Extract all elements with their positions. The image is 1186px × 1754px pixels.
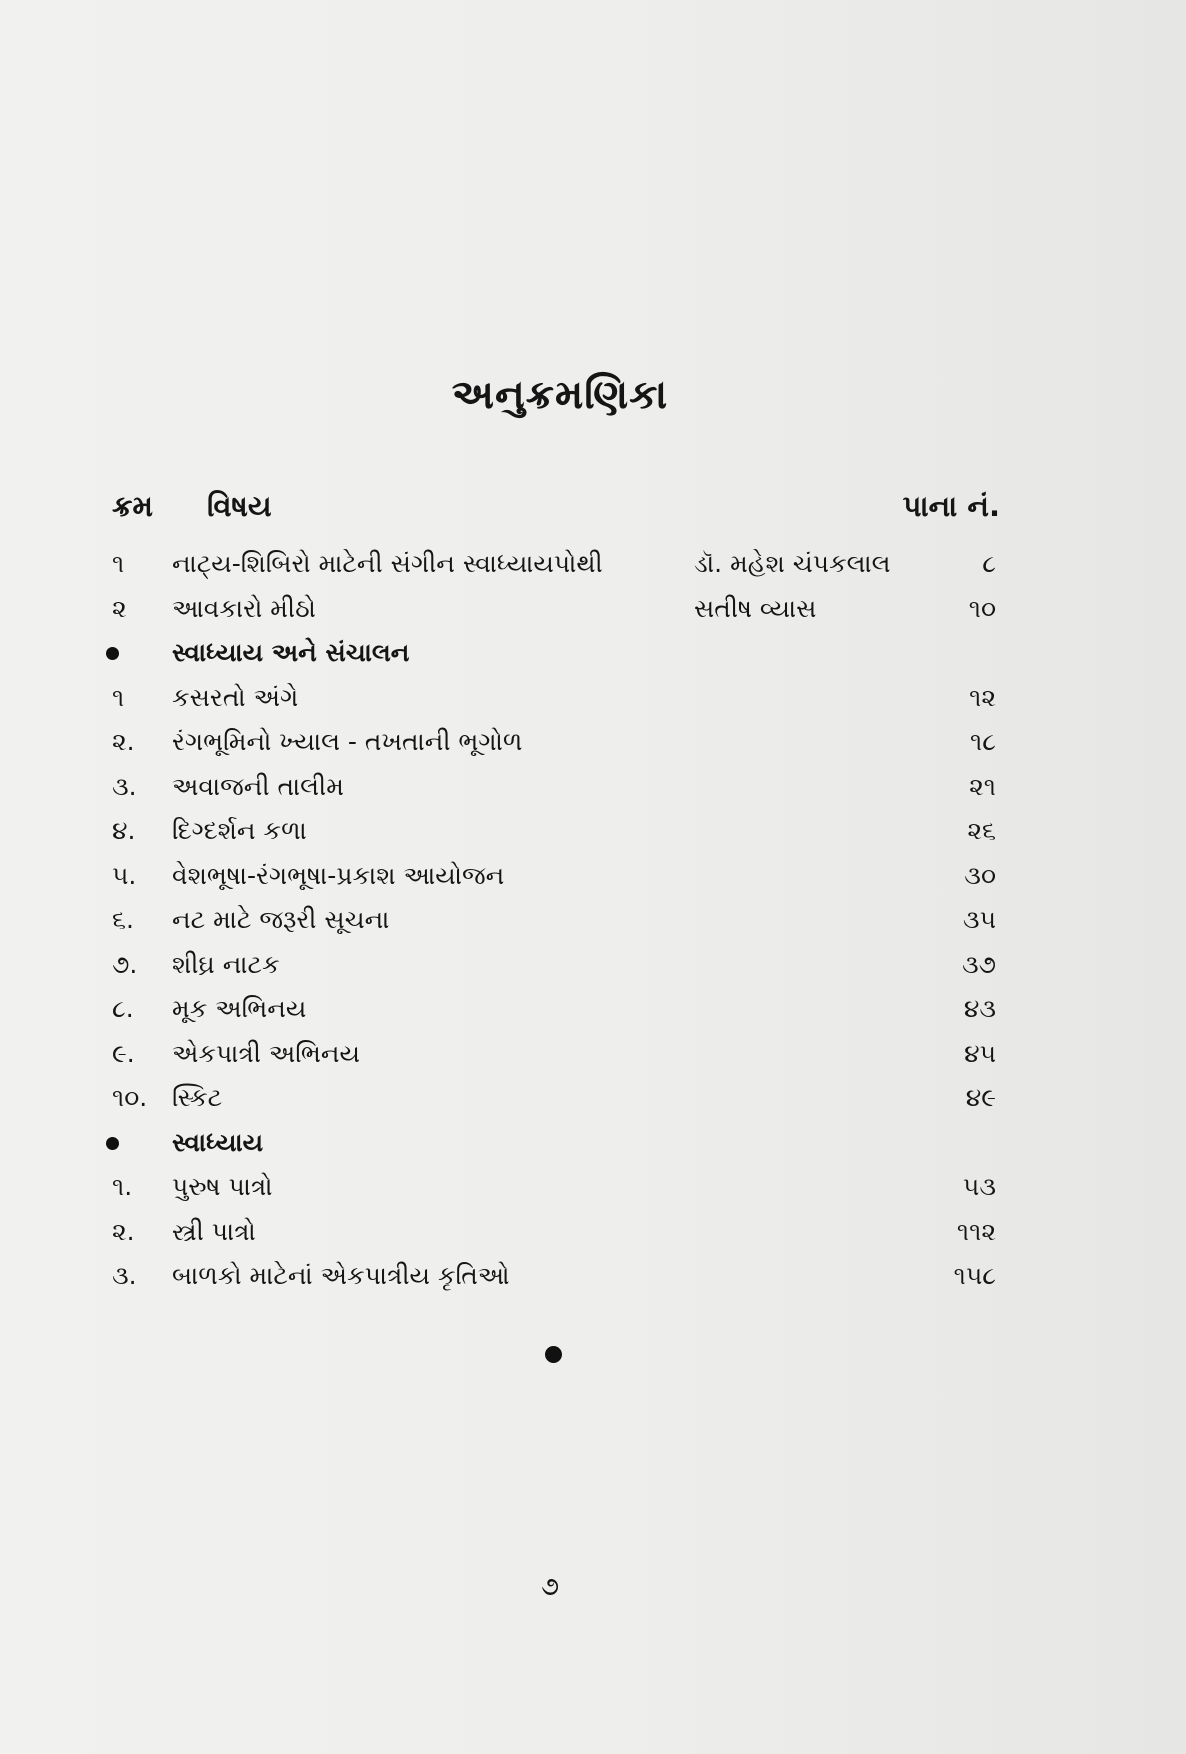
entry-page-number: ૩૭ bbox=[961, 949, 996, 979]
header-subject: વિષય bbox=[207, 489, 272, 523]
entry-page-number: ૪૩ bbox=[963, 994, 996, 1023]
entry-page-number: ૧૫૮ bbox=[953, 1261, 996, 1290]
header-page-number: પાના નં. bbox=[902, 489, 1000, 523]
toc-entry bbox=[0, 987, 1186, 1032]
entry-page-number: ૧૧૨ bbox=[956, 1216, 996, 1246]
entry-subject: બાળકો માટેનાં એકપાત્રીય કૃતિઓ bbox=[172, 1261, 510, 1290]
entry-author: સતીષ વ્યાસ bbox=[694, 593, 817, 623]
page-title: અનુક્રમણિકા bbox=[451, 372, 669, 418]
toc-entry bbox=[0, 587, 1186, 632]
entry-number: ૨ bbox=[112, 593, 127, 623]
toc-entry bbox=[0, 1254, 1186, 1299]
entry-number: ૩. bbox=[112, 1261, 137, 1290]
entry-page-number: ૪૫ bbox=[964, 1038, 996, 1068]
entry-number: ૫. bbox=[112, 860, 137, 890]
entry-number: ૩. bbox=[112, 771, 137, 801]
entry-page-number: ૧૨ bbox=[969, 682, 996, 712]
entry-subject: દિગ્દર્શન કળા bbox=[172, 816, 307, 845]
entry-subject: મૂક અભિનય bbox=[172, 994, 307, 1023]
entry-subject: સ્ત્રી પાત્રો bbox=[172, 1216, 256, 1246]
entry-number: ૧. bbox=[112, 1172, 133, 1201]
section-bullet bbox=[106, 647, 119, 660]
toc-entry bbox=[0, 809, 1186, 854]
entry-number: ૨. bbox=[112, 1216, 135, 1246]
toc-section bbox=[0, 1121, 1186, 1166]
entry-number: ૭. bbox=[112, 949, 138, 979]
entry-page-number: ૨૧ bbox=[969, 771, 996, 801]
entry-subject: આવકારો મીઠો bbox=[172, 593, 316, 623]
entry-number: ૨. bbox=[112, 727, 135, 756]
entry-subject: રંગભૂમિનો ખ્યાલ - તખતાની ભૂગોળ bbox=[172, 727, 523, 756]
entry-number: ૪. bbox=[112, 816, 136, 845]
toc-header bbox=[0, 484, 1186, 528]
entry-subject: સ્વાધ્યાય bbox=[172, 1127, 264, 1157]
toc-entry bbox=[0, 1165, 1186, 1210]
toc-section bbox=[0, 631, 1186, 676]
table-of-contents bbox=[0, 542, 1186, 1299]
entry-author: ડૉ. મહેશ ચંપકલાલ bbox=[694, 549, 891, 578]
entry-subject: પુરુષ પાત્રો bbox=[172, 1172, 273, 1201]
entry-number: ૮. bbox=[112, 994, 134, 1023]
entry-subject: નટ માટે જરૂરી સૂચના bbox=[172, 905, 390, 934]
toc-entry bbox=[0, 1032, 1186, 1077]
entry-number: ૧ bbox=[112, 549, 125, 578]
toc-entry bbox=[0, 943, 1186, 988]
page-folio: ૭ bbox=[540, 1572, 560, 1602]
toc-entry bbox=[0, 1210, 1186, 1255]
entry-page-number: ૧૦ bbox=[968, 593, 996, 623]
entry-page-number: ૩૦ bbox=[964, 860, 996, 890]
toc-entry bbox=[0, 720, 1186, 765]
entry-subject: સ્વાધ્યાય અને સંચાલન bbox=[172, 638, 410, 667]
section-bullet bbox=[106, 1137, 119, 1150]
toc-entry bbox=[0, 854, 1186, 899]
entry-subject: અવાજની તાલીમ bbox=[172, 771, 344, 801]
toc-entry bbox=[0, 542, 1186, 587]
entry-page-number: ૪૯ bbox=[965, 1083, 996, 1112]
entry-page-number: ૧૮ bbox=[969, 727, 996, 756]
toc-entry bbox=[0, 898, 1186, 943]
entry-subject: કસરતો અંગે bbox=[172, 682, 299, 712]
entry-number: ૧ bbox=[112, 682, 125, 712]
entry-subject: નાટ્ય-શિબિરો માટેની સંગીન સ્વાધ્યાયપોથી bbox=[172, 549, 603, 578]
end-ornament-bullet bbox=[545, 1346, 562, 1363]
toc-entry bbox=[0, 676, 1186, 721]
entry-page-number: ૨૬ bbox=[967, 816, 996, 845]
toc-entry bbox=[0, 765, 1186, 810]
entry-number: ૬. bbox=[112, 905, 134, 934]
toc-entry bbox=[0, 1076, 1186, 1121]
entry-number: ૯. bbox=[112, 1038, 135, 1068]
entry-number: ૧૦. bbox=[112, 1083, 148, 1112]
entry-subject: વેશભૂષા-રંગભૂષા-પ્રકાશ આયોજન bbox=[172, 860, 505, 890]
entry-page-number: ૩૫ bbox=[962, 905, 996, 934]
entry-subject: શીઘ્ર નાટક bbox=[172, 949, 280, 979]
entry-page-number: ૮ bbox=[982, 549, 996, 578]
entry-subject: એકપાત્રી અભિનય bbox=[172, 1038, 360, 1068]
entry-page-number: ૫૩ bbox=[962, 1172, 996, 1201]
header-serial: ક્રમ bbox=[112, 489, 153, 523]
entry-subject: સ્કિટ bbox=[172, 1083, 223, 1112]
